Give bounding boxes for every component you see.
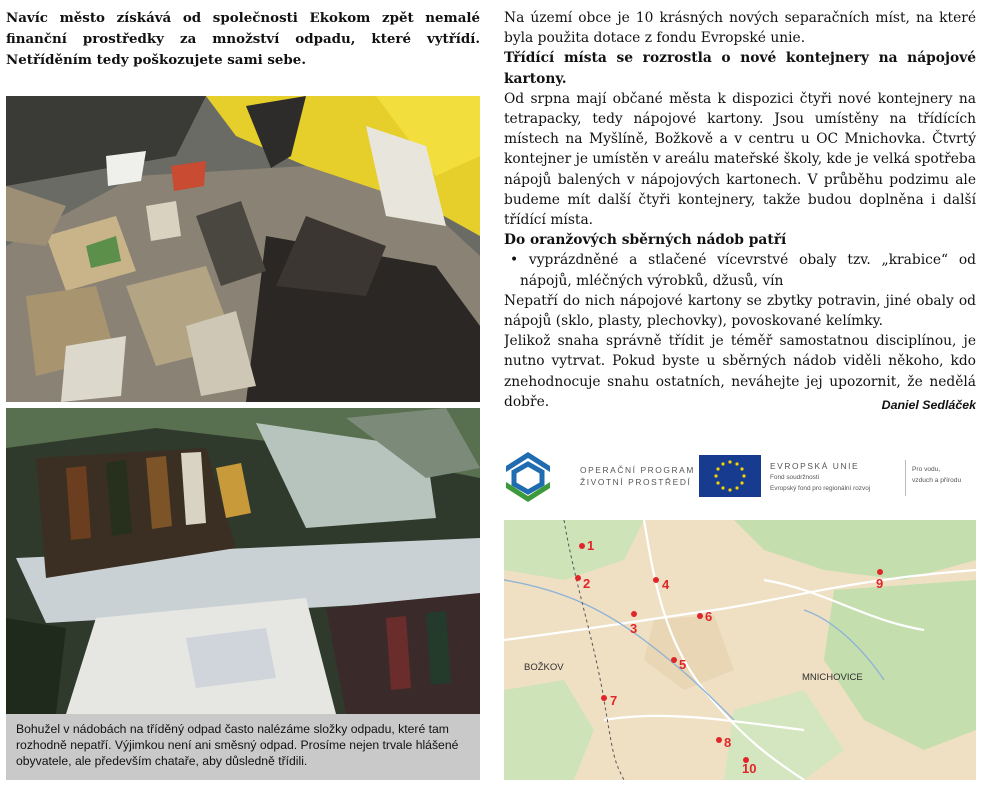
marker-9: 9 [876, 576, 884, 591]
eu-text [770, 460, 870, 494]
marker-5: 5 [679, 657, 687, 672]
eu-flag-icon [699, 455, 761, 497]
marker-8: 8 [724, 735, 732, 750]
marker-10: 10 [742, 761, 757, 776]
op-text [580, 464, 695, 488]
author-signature: Daniel Sedláček [881, 397, 976, 412]
water-slogan [912, 464, 961, 486]
marker-4: 4 [662, 577, 670, 592]
heading-new-containers: Třídící místa se rozrostla o nové kontejnery na nápojové kartony. [504, 50, 976, 87]
place-mnichovice: MNICHOVICE [802, 672, 863, 683]
paragraph-containers-info: Od srpna mají občané města k dispozici čtyři nové kontejnery na tetrapacky, tedy nápojové kartony. Jsou umístěny na třídících místech na Myšlíně, Božkově a v centru u OC Mnichovka. Čtvrtý kontejner je umístěn v areálu mateřské školy, kde je velká spotřeba nápojů balených v nápojových kartonech. V průběhu podzimu ale budeme mít další čtyři kontejnery, takže budou doplněna i další třídící místa. [504, 90, 976, 229]
marker-1: 1 [587, 538, 595, 553]
waste-photo-top [6, 96, 480, 402]
op-zp-logo-icon [504, 450, 552, 502]
logo-divider [905, 460, 906, 496]
paragraph-separation-sites: Na území obce je 10 krásných nových separačních míst, na které byla použita dotace z fondu Evropské unie. [504, 10, 976, 47]
intro-paragraph: Navíc město získává od společnosti Ekokom zpět nemalé finanční prostředky za množství odpadu, které vytřídí. Netříděním tedy poškozujete sami sebe. [6, 10, 480, 68]
marker-6: 6 [705, 609, 713, 624]
eu-sub1: Fond soudržnosti [770, 474, 820, 481]
paragraph-appeal-text: Jelikož snaha správně třídit je téměř samostatnou disciplínou, je nutno vytrvat. Pokud byste u sběrných nádob viděli někoho, kdo znehodnocuje snahu ostatních, neváhejte jej upozornit, že nedělá dobře. [504, 333, 976, 410]
bullet-allowed-items: • vyprázdněné a stlačené vícevrstvé obaly tzv. „krabice“ od nápojů, mléčných výrobků, džusů, vín [510, 252, 976, 289]
photo-caption: Bohužel v nádobách na tříděný odpad často nalézáme složky odpadu, které tam rozhodně nepatří. Výjimkou není ani směsný odpad. Prosíme nejen trvale hlášené obyvatele, ale především chataře, aby důsledně třídili. [6, 714, 480, 780]
closing-block [504, 331, 976, 415]
marker-3: 3 [630, 621, 638, 636]
marker-2: 2 [583, 576, 591, 591]
right-column [504, 8, 976, 415]
left-column [6, 8, 480, 71]
funding-logos [504, 450, 976, 510]
water-line1: Pro vodu, [912, 466, 941, 473]
water-line2: vzduch a přírodu [912, 477, 962, 484]
eu-title: EVROPSKÁ UNIE [770, 461, 860, 471]
paragraph-appeal [504, 331, 976, 412]
waste-photo-bottom [6, 408, 480, 714]
heading-orange-bins: Do oranžových sběrných nádob patří [504, 232, 787, 249]
location-map [504, 520, 976, 780]
eu-sub2: Evropský fond pro regionální rozvoj [770, 485, 871, 492]
op-line2: ŽIVOTNÍ PROSTŘEDÍ [580, 477, 692, 487]
marker-7: 7 [610, 693, 618, 708]
op-line1: OPERAČNÍ PROGRAM [580, 465, 695, 475]
paragraph-not-allowed: Nepatří do nich nápojové kartony se zbytky potravin, jiné obaly od nápojů (sklo, plasty, plechovky), povoskované kelímky. [504, 292, 976, 330]
map-graphic [504, 520, 976, 780]
place-bozkov: BOŽKOV [524, 662, 564, 673]
